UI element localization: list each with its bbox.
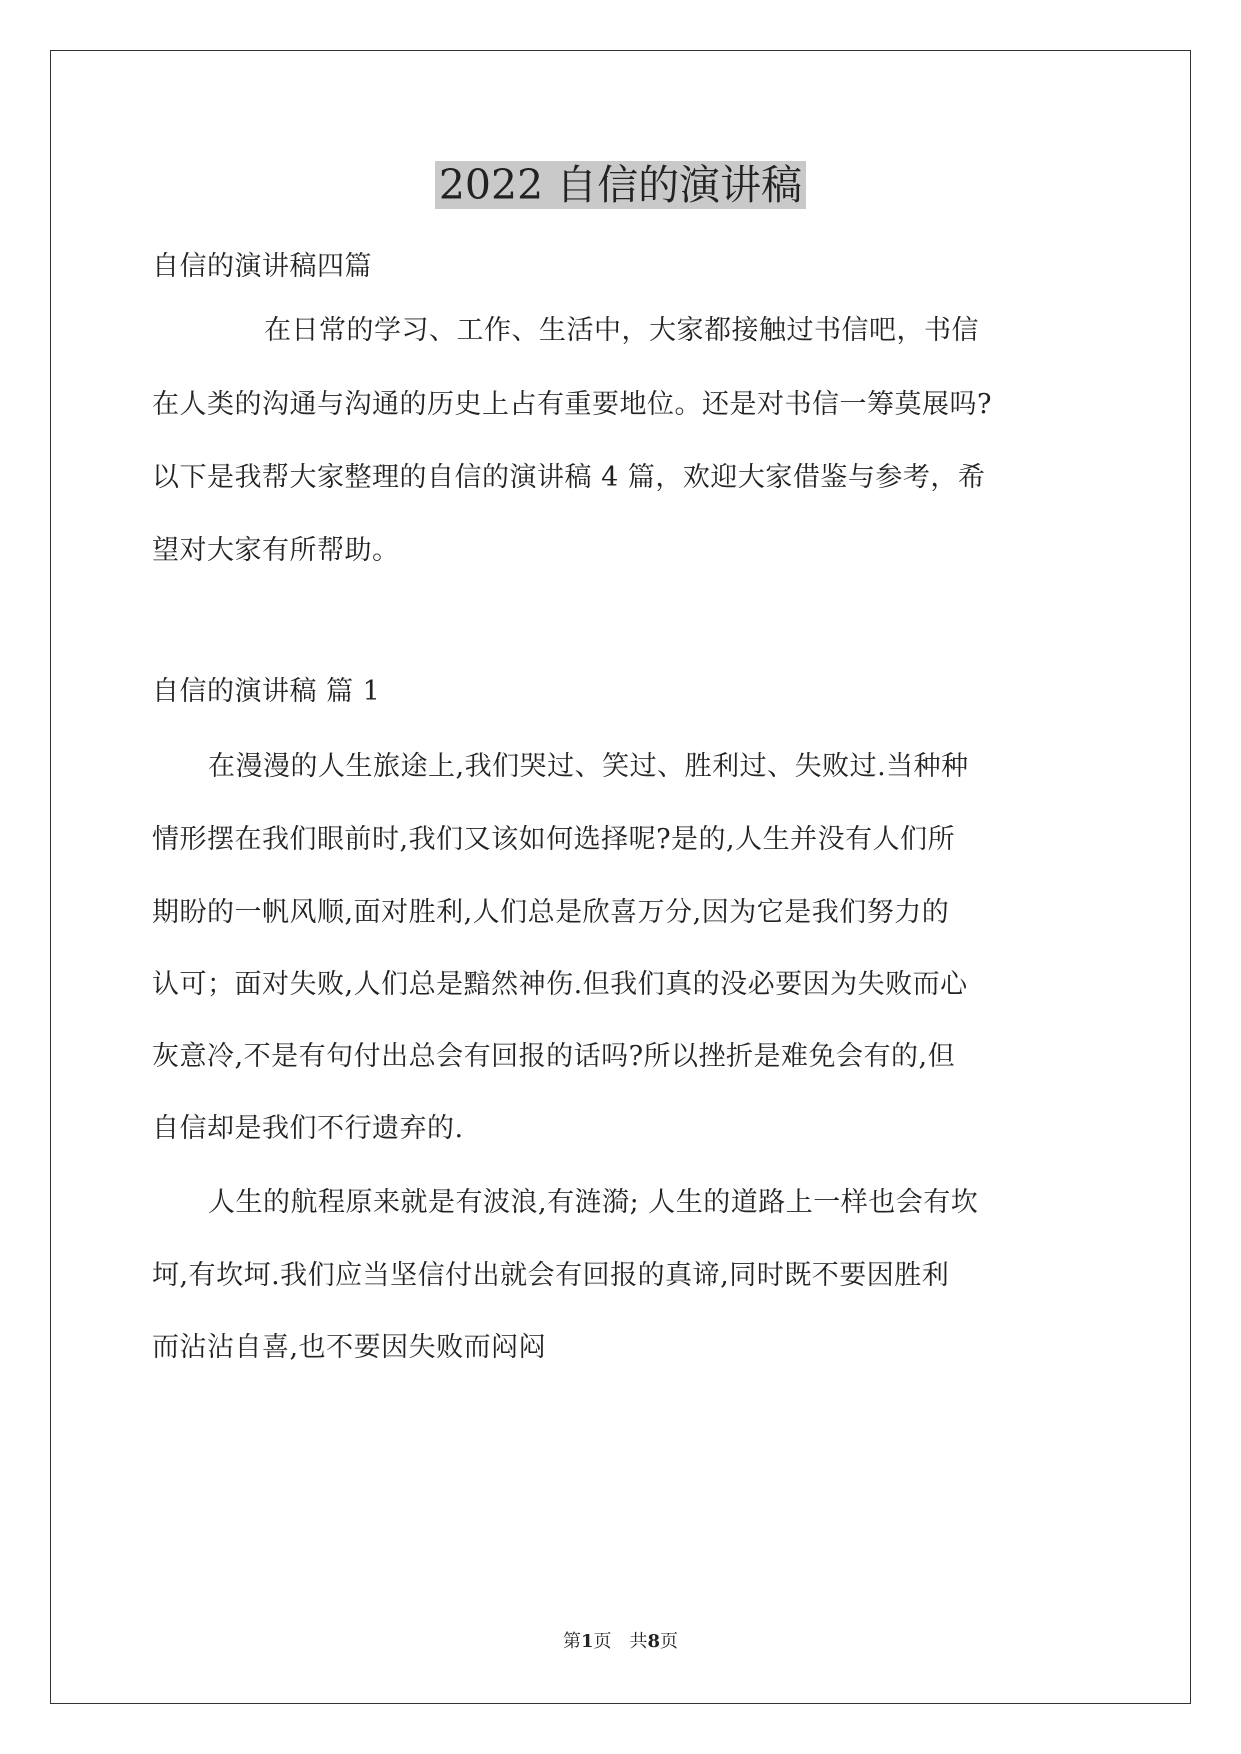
intro-heading: 自信的演讲稿四篇 (152, 251, 372, 282)
page-border (50, 50, 1191, 1704)
section-heading: 自信的演讲稿 篇 1 (152, 676, 381, 707)
footer-page-prefix: 第 (562, 1631, 581, 1652)
document-title (0, 157, 1241, 213)
footer-page-suffix: 页 (593, 1631, 612, 1652)
paragraph-line: 灰意冷,不是有句付出总会有回报的话吗?所以挫折是难免会有的,但 (152, 1041, 956, 1072)
intro-line: 望对大家有所帮助。 (152, 535, 400, 566)
document-title-text: 2022 自信的演讲稿 (435, 161, 806, 209)
paragraph-line: 人生的航程原来就是有波浪,有涟漪; 人生的道路上一样也会有坎 (208, 1187, 979, 1218)
paragraph-line: 期盼的一帆风顺,面对胜利,人们总是欣喜万分,因为它是我们努力的 (152, 897, 950, 928)
paragraph-line: 在漫漫的人生旅途上,我们哭过、笑过、胜利过、失败过.当种种 (208, 751, 969, 782)
footer-total-prefix: 共 (629, 1631, 648, 1652)
footer-page-number: 1 (580, 1631, 594, 1652)
intro-line: 在日常的学习、工作、生活中，大家都接触过书信吧，书信 (264, 315, 979, 346)
paragraph-line: 坷,有坎坷.我们应当坚信付出就会有回报的真谛,同时既不要因胜利 (152, 1260, 950, 1291)
intro-line: 在人类的沟通与沟通的历史上占有重要地位。还是对书信一筹莫展吗? (152, 389, 992, 420)
footer-total-pages: 8 (647, 1631, 661, 1652)
paragraph-line: 认可；面对失败,人们总是黯然神伤.但我们真的没必要因为失败而心 (152, 969, 968, 1000)
paragraph-line: 而沾沾自喜,也不要因失败而闷闷 (152, 1332, 547, 1363)
paragraph-line: 自信却是我们不行遗弃的. (152, 1113, 464, 1144)
page-footer (0, 1630, 1241, 1654)
footer-total-suffix: 页 (660, 1631, 679, 1652)
paragraph-line: 情形摆在我们眼前时,我们又该如何选择呢?是的,人生并没有人们所 (152, 824, 956, 855)
intro-line: 以下是我帮大家整理的自信的演讲稿 4 篇，欢迎大家借鉴与参考，希 (152, 462, 986, 493)
